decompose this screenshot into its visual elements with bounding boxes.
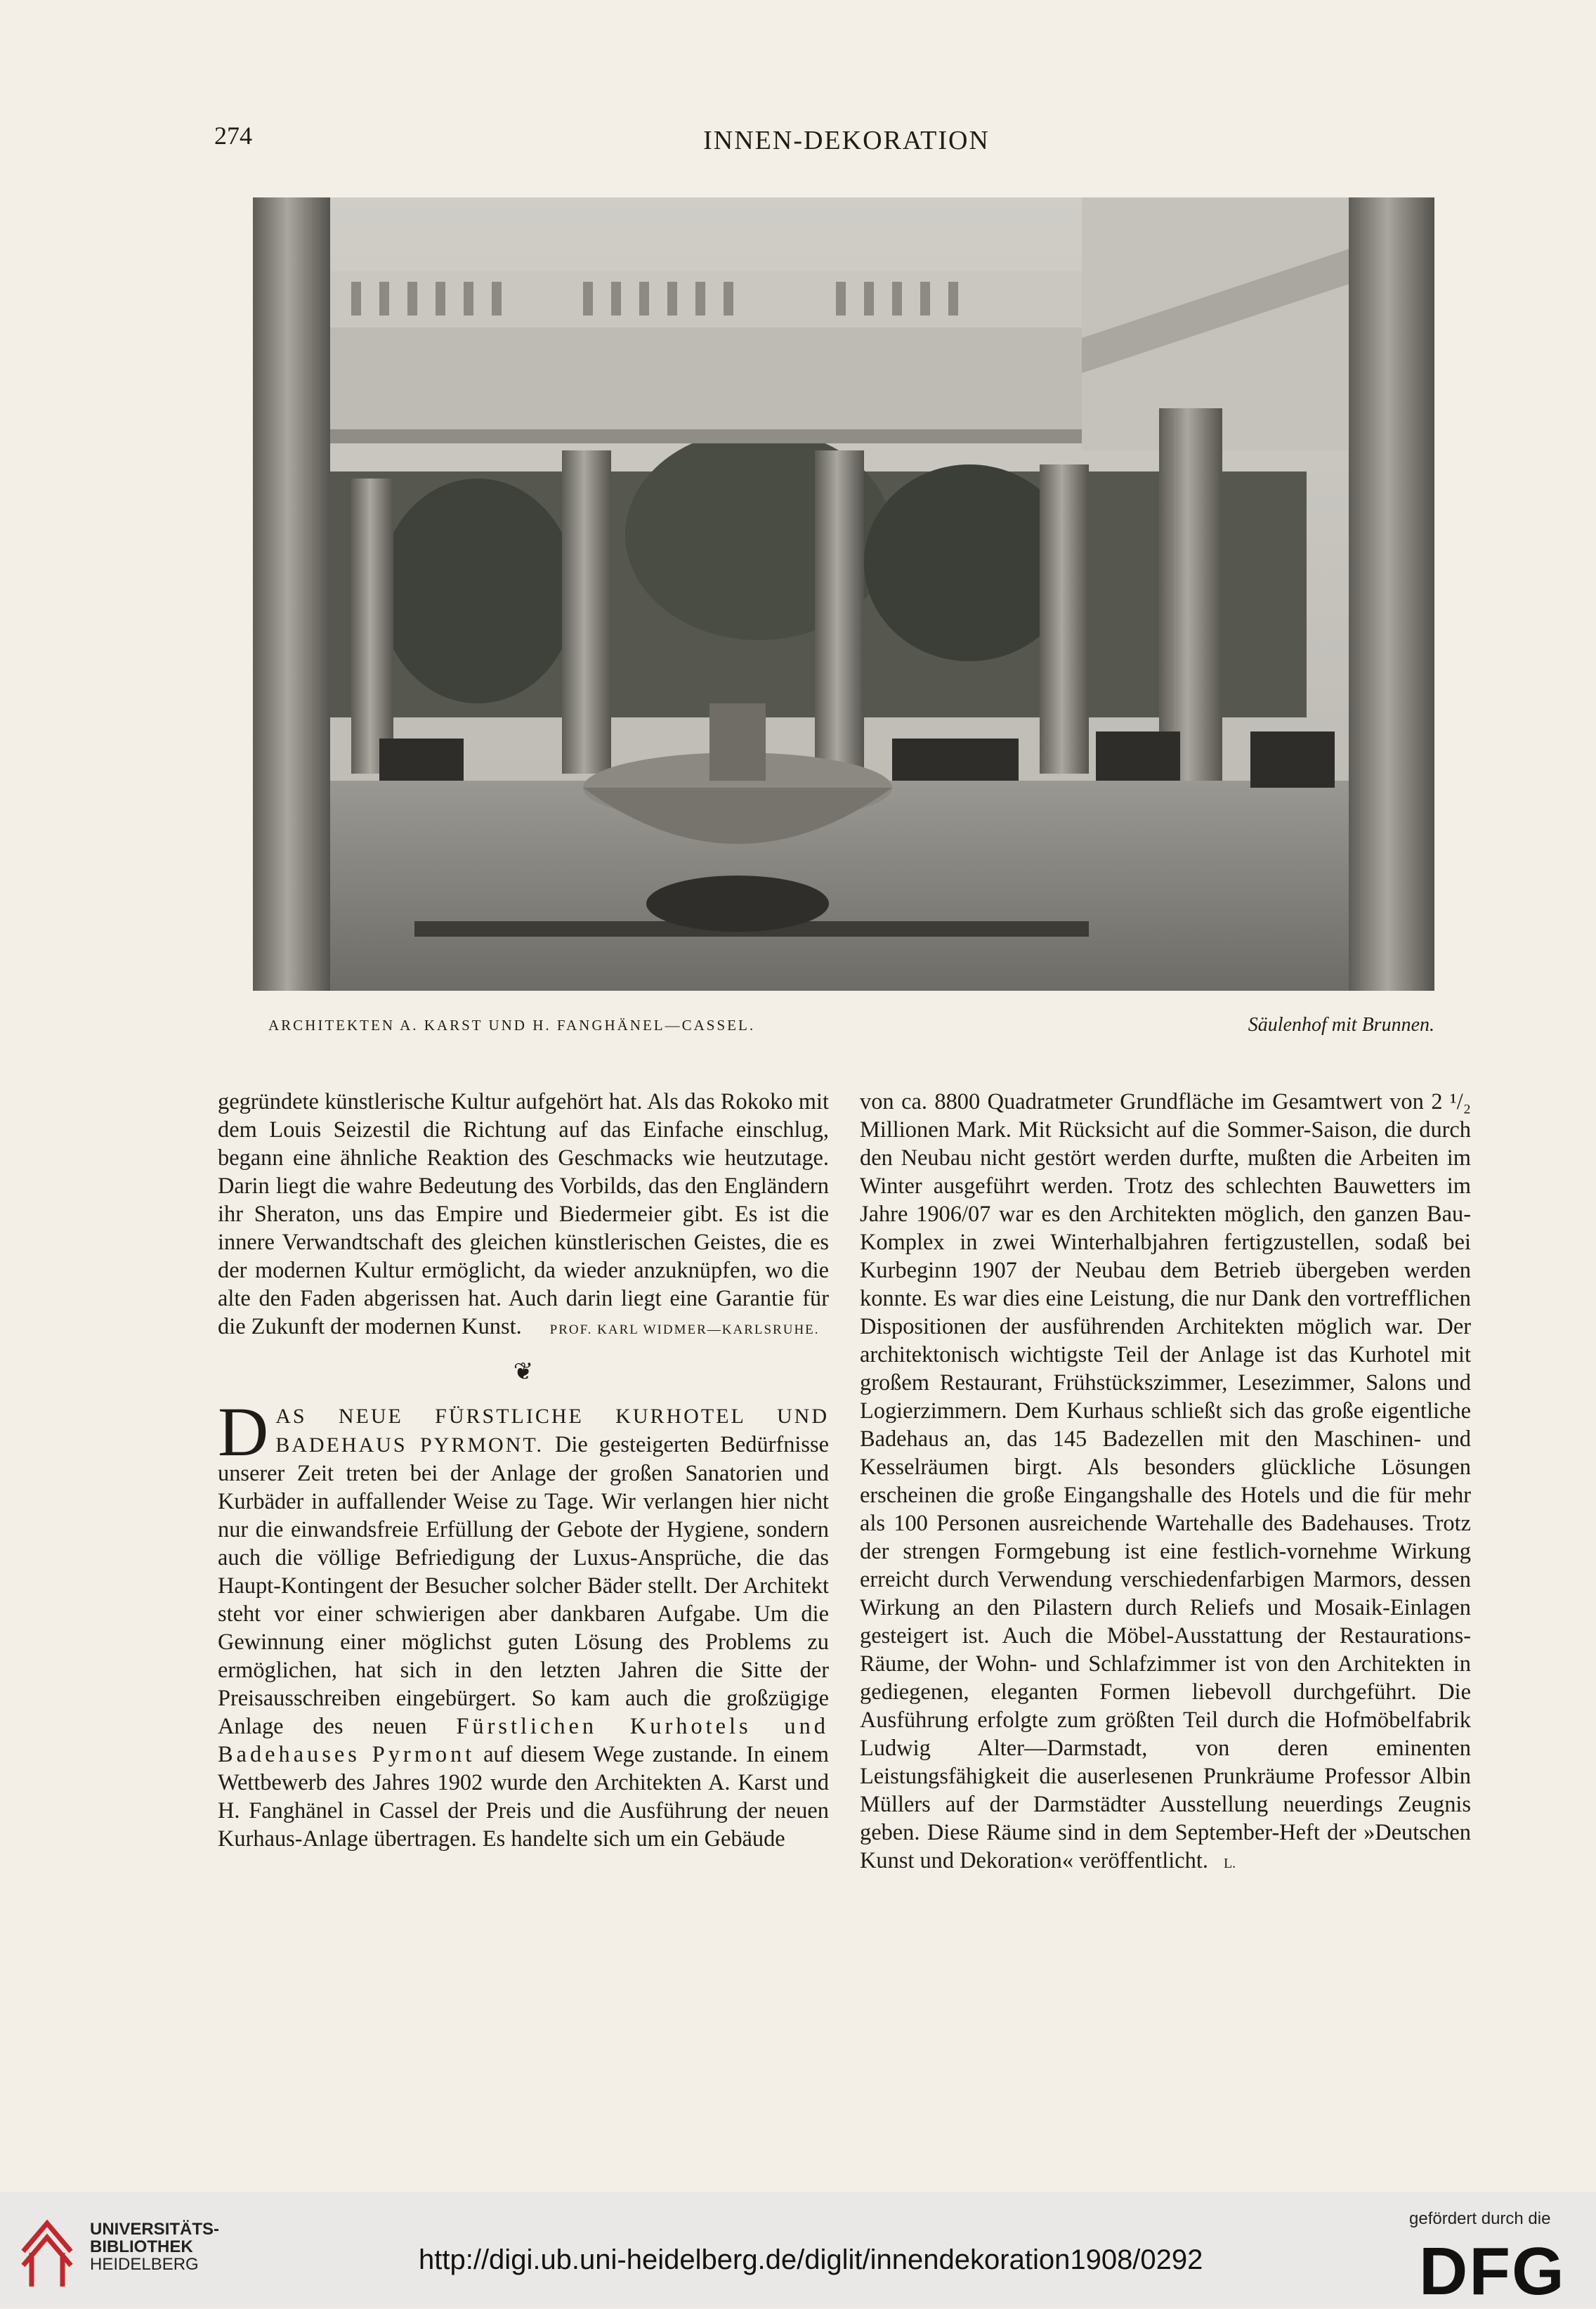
page-number: 274 <box>214 122 252 150</box>
library-name-line-1: UNIVERSITÄTS- <box>90 2220 220 2239</box>
dfg-logo: DFG <box>1419 2234 1566 2309</box>
article-body-start <box>218 1393 829 1853</box>
running-title: INNEN-DEKORATION <box>703 126 990 155</box>
section-ornament: ❦ <box>513 1359 534 1385</box>
left-column <box>218 1088 829 1853</box>
library-name <box>90 2220 219 2273</box>
source-url-link[interactable]: http://digi.ub.uni-heidelberg.de/diglit/innendekoration1908/0292 <box>419 2244 1203 2275</box>
article-text-part-1: Die gesteigerten Bedürfnisse unserer Zeit treten bei der Anlage der großen Sanatorien und Kurbäder in auffallender Weise zu Tage. Wir verlangen hier nicht nur die einwandsfreie Erfüllung der Gebote der Hygiene, sondern auch die völlige Befriedigung der Luxus-Ansprüche, die das Haupt-Kontingent der Besucher solcher Bäder stellt. Der Architekt steht vor einer schwierigen aber dankbaren Aufgabe. Um die Gewinnung einer möglichst guten Lösung des Problems zu ermöglichen, hat sich in den letzten Jahren die Sitte der Preisausschreiben eingebürgert. So kam auch die großzügige Anlage des neuen <box>218 1432 829 1739</box>
university-library-logo-icon <box>18 2209 77 2292</box>
article-heading: AS NEUE FÜRSTLICHE KURHOTEL UND BADEHAUS PYRMONT. <box>275 1405 829 1457</box>
article-text-part-2: auf diesem Wege zustande. In einem Wettbewerb des Jahres 1902 wurde den Architekten A. Karst und H. Fanghänel in Cassel der Preis und die Ausführung der neuen Kurhaus-Anlage übertragen. Es handelte sich um ein Gebäude <box>218 1742 829 1852</box>
drop-cap: D <box>218 1393 269 1471</box>
photo-title: Säulenhof mit Brunnen. <box>1248 1014 1434 1036</box>
previous-article-ending <box>218 1088 829 1344</box>
library-name-line-3: HEIDELBERG <box>90 2255 199 2274</box>
article-emphasis: Fürstlichen Kurhotels und Badehauses Pyrmont <box>218 1714 829 1767</box>
article-text-continued: von ca. 8800 Quadratmeter Grundfläche im Gesamtwert von 2 ¹/₂ Millionen Mark. Mit Rücksicht auf die Sommer-Saison, die durch den Neubau nicht gestört werden durfte, mußten die Arbeiten im Winter ausgeführt werden. Trotz des schlechten Bauwetters im Jahre 1906/07 war es den Architekten möglich, den ganzen Bau-Komplex in zwei Winterhalbjahren fertigzustellen, sodaß bei Kurbeginn 1907 der Neubau dem Betrieb übergeben werden konnte. Es war dies eine Leistung, die nur Dank den vortrefflichen Dispositionen der ausführenden Architekten möglich war. Der architektonisch wichtigste Teil der Anlage ist das Kurhotel mit großem Restaurant, Frühstückszimmer, Lesezimmer, Salons und Logierzimmern. Dem Kurhaus schließt sich das große eigentliche Badehaus an, das 145 Badezellen mit den Maschinen- und Kesselräumen birgt. Als besonders glückliche Lösungen erscheinen die große Eingangshalle des Hotels und die für mehr als 100 Personen ausreichende Wartehalle des Badehauses. Trotz der strengen Formgebung ist eine festlich-vornehme Wirkung erreicht durch Verwendung verschiedenfarbigen Marmors, dessen Wirkung an den Pilastern durch Reliefs und Mosaik-Einlagen gesteigert ist. Auch die Möbel-Ausstattung der Restaurations-Räume, der Wohn- und Schlafzimmer ist von den Architekten in gediegenen, eleganten Formen liebevoll durchgeführt. Die Ausführung erfolgte zum größten Teil durch die Hofmöbelfabrik Ludwig Alter—Darmstadt, von deren eminenten Leistungsfähigkeit die auserlesenen Prunkräume Professor Albin Müllers auf der Darmstädter Ausstellung neuerdings Zeugnis geben. Diese Räume sind in dem September-Heft der »Deutschen Kunst und Dekoration« veröffentlicht. <box>860 1089 1471 1873</box>
article-body-continued <box>860 1088 1471 1878</box>
library-name-line-2: BIBLIOTHEK <box>90 2237 193 2256</box>
previous-article-text: gegründete künstlerische Kultur aufgehört hat. Als das Rokoko mit dem Louis Seizestil die Richtung auf das Einfache einschlug, begann eine ähnliche Reaktion des Geschmacks wie heutzutage. Darin liegt die wahre Bedeutung des Vorbilds, das den Engländern ihr Sheraton, uns das Empire und Biedermeier gibt. Es ist die innere Verwandtschaft des gleichen künstlerischen Geistes, die es der modernen Kultur ermöglicht, da wieder anzuknüpfen, wo die alte den Faden abgerissen hat. Auch darin liegt eine Garantie für die Zukunft der modernen Kunst. <box>218 1089 829 1339</box>
article-end-mark: L. <box>1223 1856 1236 1871</box>
funding-label: gefördert durch die <box>1409 2209 1551 2228</box>
author-signature: PROF. KARL WIDMER—KARLSRUHE. <box>549 1322 820 1337</box>
photo-credit: ARCHITEKTEN A. KARST UND H. FANGHÄNEL—CASSEL. <box>268 1017 756 1034</box>
photo-image <box>253 197 1434 991</box>
right-column <box>860 1088 1471 1878</box>
courtyard-photograph <box>253 197 1434 991</box>
